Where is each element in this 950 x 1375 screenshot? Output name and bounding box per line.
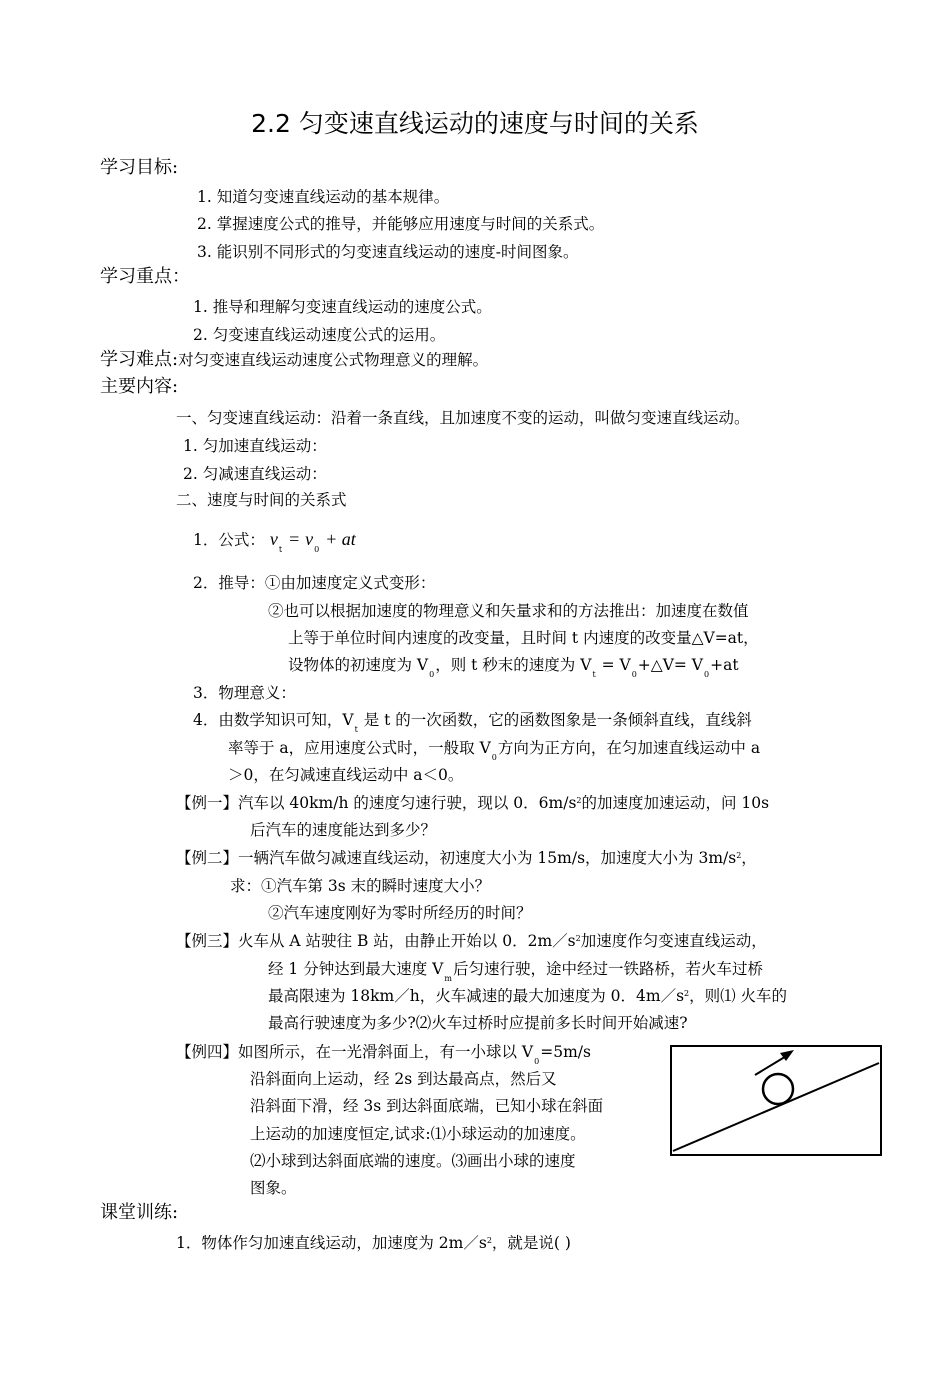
page-title: 2.2 匀变速直线运动的速度与时间的关系 bbox=[251, 109, 699, 138]
text-part: +at bbox=[710, 656, 739, 674]
example-4-line: 图象。 bbox=[250, 1179, 297, 1197]
key-point-item: 2. 匀变速直线运动速度公式的运用。 bbox=[193, 326, 446, 344]
example-1-line: 后汽车的速度能达到多少？ bbox=[250, 821, 437, 839]
text-part: 设物体的初速度为 V bbox=[288, 656, 429, 674]
text-part: +△V= V bbox=[637, 656, 704, 674]
example-2-line bbox=[176, 848, 757, 871]
superscript: 2 bbox=[486, 1236, 492, 1245]
subscript: m bbox=[444, 974, 452, 983]
text-part: ，则⑴ 火车的 bbox=[689, 987, 788, 1005]
derive2-line bbox=[288, 655, 739, 678]
subscript: 0 bbox=[491, 753, 497, 762]
text-part: ， bbox=[741, 849, 757, 867]
superscript: 2 bbox=[684, 989, 690, 998]
formula-v: v bbox=[269, 529, 278, 549]
formula-sub-0: 0 bbox=[314, 545, 320, 554]
key-points-heading: 学习重点： bbox=[100, 266, 190, 287]
superscript: 2 bbox=[736, 851, 742, 860]
text-part: = V bbox=[596, 656, 631, 674]
example-1-line bbox=[176, 793, 769, 816]
key-point-item: 1. 推导和理解匀变速直线运动的速度公式。 bbox=[193, 298, 492, 316]
section-1-item: 2. 匀减速直线运动： bbox=[183, 465, 327, 483]
formula-line bbox=[193, 529, 356, 553]
text-part: 加速度作匀变速直线运动， bbox=[580, 932, 767, 950]
superscript: 2 bbox=[576, 796, 582, 805]
objectives-heading: 学习目标: bbox=[100, 157, 179, 178]
velocity-arrow bbox=[755, 1055, 788, 1075]
subscript: t bbox=[592, 670, 596, 679]
item4-line bbox=[228, 738, 760, 761]
text-part: 经 1 分钟达到最大速度 V bbox=[268, 960, 444, 978]
superscript: 2 bbox=[575, 934, 581, 943]
practice-heading: 课堂训练: bbox=[100, 1202, 179, 1223]
subscript: t bbox=[354, 725, 358, 734]
formula-v0: v bbox=[305, 529, 314, 549]
example-4-line: 沿斜面下滑，经 3s 到达斜面底端，已知小球在斜面 bbox=[250, 1097, 604, 1115]
text-part: 【例二】一辆汽车做匀减速直线运动，初速度大小为 15m/s，加速度大小为 3m/s bbox=[176, 849, 737, 867]
item4-line bbox=[193, 710, 752, 733]
text-part: 的加速度加速运动，问 10s bbox=[581, 794, 770, 812]
text-part: 【例三】火车从 A 站驶往 B 站，由静止开始以 0．2m／s bbox=[176, 932, 576, 950]
example-4-line bbox=[176, 1042, 591, 1065]
formula-rest: + at bbox=[325, 529, 356, 549]
objective-item: 3. 能识别不同形式的匀变速直线运动的速度-时间图象。 bbox=[197, 243, 579, 261]
text-part: 方向为正方向，在匀加速直线运动中 a bbox=[497, 739, 761, 757]
difficulty-line bbox=[100, 350, 488, 370]
derive2-line: 上等于单位时间内速度的改变量，且时间 t 内速度的改变量△V=at， bbox=[288, 629, 759, 647]
example-3-line bbox=[268, 959, 763, 982]
ball bbox=[763, 1074, 793, 1104]
text-part: 【例四】如图所示，在一光滑斜面上，有一小球以 V bbox=[176, 1043, 534, 1061]
text-part: ，则 t 秒末的速度为 V bbox=[435, 656, 592, 674]
text-part: 4．由数学知识可知，V bbox=[193, 711, 354, 729]
subscript: 0 bbox=[631, 670, 637, 679]
text-part: ，就是说( ) bbox=[491, 1234, 571, 1252]
example-4-line: ⑵小球到达斜面底端的速度。⑶画出小球的速度 bbox=[250, 1152, 576, 1170]
objective-item: 1. 知道匀变速直线运动的基本规律。 bbox=[197, 188, 450, 206]
text-part: =5m/s bbox=[540, 1043, 591, 1061]
section-2: 二、速度与时间的关系式 bbox=[176, 491, 347, 509]
example-4-line: 沿斜面向上运动，经 2s 到达最高点，然后又 bbox=[250, 1070, 557, 1088]
subscript: 0 bbox=[534, 1057, 540, 1066]
formula-sub-t: t bbox=[278, 545, 283, 554]
difficulty-heading: 学习难点: bbox=[100, 349, 179, 370]
example-3-line bbox=[268, 986, 787, 1009]
derive2-line: ②也可以根据加速度的物理意义和矢量求和的方法推出：加速度在数值 bbox=[268, 602, 749, 620]
meaning-line: 3．物理意义： bbox=[193, 684, 296, 702]
derive-line: 2．推导：①由加速度定义式变形： bbox=[193, 574, 436, 592]
section-1: 一、匀变速直线运动：沿着一条直线，且加速度不变的运动，叫做匀变速直线运动。 bbox=[176, 409, 750, 427]
text-part: 1．物体作匀加速直线运动，加速度为 2m／s bbox=[176, 1234, 487, 1252]
example-2-line: 求：①汽车第 3s 末的瞬时速度大小？ bbox=[230, 877, 491, 895]
item4-line: ＞0，在匀减速直线运动中 a＜0。 bbox=[228, 766, 464, 784]
formula-eq: = bbox=[287, 529, 301, 549]
example-2-line: ②汽车速度刚好为零时所经历的时间？ bbox=[268, 904, 532, 922]
text-part: 是 t 的一次函数，它的函数图象是一条倾斜直线，直线斜 bbox=[358, 711, 752, 729]
example-3-line bbox=[176, 931, 767, 954]
text-part: 后匀速行驶，途中经过一铁路桥，若火车过桥 bbox=[452, 960, 763, 978]
formula-label: 1．公式： bbox=[193, 531, 265, 549]
subscript: 0 bbox=[429, 670, 435, 679]
section-1-item: 1. 匀加速直线运动： bbox=[183, 437, 327, 455]
text-part: 率等于 a，应用速度公式时，一般取 V bbox=[228, 739, 491, 757]
example-3-line: 最高行驶速度为多少?⑵火车过桥时应提前多长时间开始减速? bbox=[268, 1014, 688, 1032]
example-4-line: 上运动的加速度恒定,试求:⑴小球运动的加速度。 bbox=[250, 1125, 586, 1143]
incline-figure bbox=[670, 1045, 882, 1157]
text-part: 【例一】汽车以 40km/h 的速度匀速行驶，现以 0．6m/s bbox=[176, 794, 577, 812]
difficulty-text: 对匀变速直线运动速度公式物理意义的理解。 bbox=[178, 351, 489, 369]
practice-question bbox=[176, 1233, 571, 1256]
text-part: 最高限速为 18km／h，火车减速的最大加速度为 0．4m／s bbox=[268, 987, 685, 1005]
objective-item: 2. 掌握速度公式的推导，并能够应用速度与时间的关系式。 bbox=[197, 215, 605, 233]
main-heading: 主要内容: bbox=[100, 376, 179, 397]
subscript: 0 bbox=[704, 670, 710, 679]
